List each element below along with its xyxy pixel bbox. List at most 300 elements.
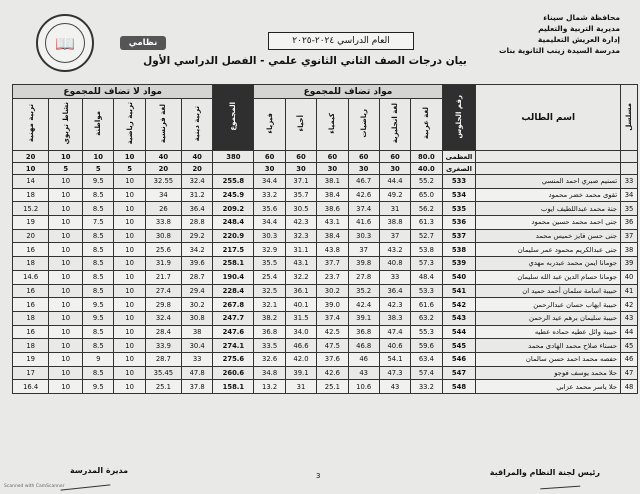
seat-number-cell: 547 xyxy=(442,366,476,380)
mark-cell: 42.4 xyxy=(348,298,379,312)
mark-cell: 10 xyxy=(49,243,83,257)
mark-cell: 43 xyxy=(379,380,410,394)
mark-cell: 10 xyxy=(49,216,83,230)
mark-cell: 49.2 xyxy=(379,188,410,202)
table-row xyxy=(13,298,638,312)
mark-cell: 267.8 xyxy=(213,298,254,312)
serial-cell: 37 xyxy=(621,229,638,243)
mark-cell: 10 xyxy=(49,298,83,312)
mark-cell: 8.5 xyxy=(83,257,114,271)
student-name-cell: حبيبة وائل عطيه حماده عطيه xyxy=(476,325,621,339)
seat-number-cell: 533 xyxy=(442,175,476,189)
mark-cell: 40.8 xyxy=(379,257,410,271)
subject-header: كيمياء xyxy=(317,99,348,151)
mark-cell: 245.9 xyxy=(213,188,254,202)
mark-cell: 10 xyxy=(114,257,145,271)
mark-cell: 8.5 xyxy=(83,188,114,202)
mark-cell: 260.6 xyxy=(213,366,254,380)
mark-cell: 33.2 xyxy=(254,188,285,202)
mark-cell: 209.2 xyxy=(213,202,254,216)
serial-cell: 33 xyxy=(621,175,638,189)
serial-cell: 34 xyxy=(621,188,638,202)
max-label: العظمى xyxy=(442,151,476,163)
student-name-cell: حبيبة سليمان برهم عيد الرحمن xyxy=(476,311,621,325)
max-mark-cell: 60 xyxy=(254,151,285,163)
mark-cell: 37 xyxy=(379,229,410,243)
mark-cell: 61.6 xyxy=(411,298,442,312)
mark-cell: 29.4 xyxy=(182,284,213,298)
serial-cell: 48 xyxy=(621,380,638,394)
table-row xyxy=(13,202,638,216)
book-icon: 📖 xyxy=(45,23,85,63)
seat-number-cell: 546 xyxy=(442,352,476,366)
mark-cell: 44.4 xyxy=(379,175,410,189)
student-name-cell: جومانا حسام الدين عبد الله سليمان xyxy=(476,270,621,284)
mark-cell: 10 xyxy=(114,380,145,394)
mark-cell: 31 xyxy=(379,202,410,216)
mark-cell: 19 xyxy=(13,216,49,230)
mark-cell: 10 xyxy=(49,270,83,284)
mark-cell: 53.3 xyxy=(411,284,442,298)
mark-cell: 65.0 xyxy=(411,188,442,202)
scanner-watermark: Scanned with CamScanner xyxy=(4,484,65,489)
mark-cell: 258.1 xyxy=(213,257,254,271)
mark-cell: 10 xyxy=(114,175,145,189)
mark-cell: 18 xyxy=(13,311,49,325)
mark-cell: 32.4 xyxy=(145,311,181,325)
mark-cell: 10 xyxy=(114,202,145,216)
mark-cell: 14.6 xyxy=(13,270,49,284)
header-institution xyxy=(460,12,620,56)
mark-cell: 28.4 xyxy=(145,325,181,339)
grades-table-wrapper xyxy=(12,84,638,394)
mark-cell: 10 xyxy=(114,339,145,353)
student-name-cell: جنى احمد محمد حسين محمود xyxy=(476,216,621,230)
serial-cell: 35 xyxy=(621,202,638,216)
serial-cell: 47 xyxy=(621,366,638,380)
mark-cell: 228.4 xyxy=(213,284,254,298)
student-name-cell: تسنيم صبري احمد المنسي xyxy=(476,175,621,189)
mark-cell: 33.5 xyxy=(254,339,285,353)
mark-cell: 10 xyxy=(114,284,145,298)
table-row xyxy=(13,216,638,230)
subject-header: مواطنة xyxy=(83,99,114,151)
serial-cell: 46 xyxy=(621,352,638,366)
mark-cell: 16 xyxy=(13,243,49,257)
mark-cell: 25.6 xyxy=(145,243,181,257)
subject-header: فيزياء xyxy=(254,99,285,151)
mark-cell: 56.2 xyxy=(411,202,442,216)
subject-header: لغة انجليزية xyxy=(379,99,410,151)
mark-cell: 10 xyxy=(49,257,83,271)
mark-cell: 10 xyxy=(49,229,83,243)
mark-cell: 10 xyxy=(114,366,145,380)
principal-signature-label: مديرة المدرسة xyxy=(70,466,129,475)
seat-number-cell: 542 xyxy=(442,298,476,312)
mark-cell: 35.45 xyxy=(145,366,181,380)
mark-cell: 42.5 xyxy=(317,325,348,339)
mark-cell: 8.5 xyxy=(83,270,114,284)
student-name-cell: تقوى محمد خضر محمود xyxy=(476,188,621,202)
mark-cell: 190.4 xyxy=(213,270,254,284)
mark-cell: 47.5 xyxy=(317,339,348,353)
mark-cell: 38.1 xyxy=(317,175,348,189)
mark-cell: 46.7 xyxy=(348,175,379,189)
table-row xyxy=(13,352,638,366)
subject-header: تربية دينية xyxy=(182,99,213,151)
student-name-cell: جومانا ايمن محمد عبدربه مهدي xyxy=(476,257,621,271)
mark-cell: 32.3 xyxy=(285,229,316,243)
table-row xyxy=(13,311,638,325)
max-mark-cell: 20 xyxy=(13,151,49,163)
mark-cell: 10 xyxy=(114,188,145,202)
max-mark-cell: 80.0 xyxy=(411,151,442,163)
subject-header: تربية رياضية xyxy=(114,99,145,151)
mark-cell: 30.5 xyxy=(285,202,316,216)
mark-cell: 47.4 xyxy=(379,325,410,339)
serial-cell: 41 xyxy=(621,284,638,298)
mark-cell: 35.5 xyxy=(254,257,285,271)
mark-cell: 23.7 xyxy=(317,270,348,284)
mark-cell: 9 xyxy=(83,352,114,366)
mark-cell: 32.4 xyxy=(182,175,213,189)
mark-cell: 274.1 xyxy=(213,339,254,353)
mark-cell: 16 xyxy=(13,325,49,339)
mark-cell: 10 xyxy=(49,202,83,216)
table-row xyxy=(13,229,638,243)
page-number: 3 xyxy=(316,472,321,480)
mark-cell: 32.6 xyxy=(254,352,285,366)
mark-cell: 8.5 xyxy=(83,284,114,298)
governorate: محافظة شمال سيناء xyxy=(543,13,620,22)
mark-cell: 30.8 xyxy=(145,229,181,243)
mark-cell: 9.5 xyxy=(83,298,114,312)
student-name-cell: حلا محمد يوسف فوجو xyxy=(476,366,621,380)
mark-cell: 34.0 xyxy=(285,325,316,339)
mark-cell: 35.7 xyxy=(285,188,316,202)
subject-header: لغة عربية xyxy=(411,99,442,151)
mark-cell: 38.4 xyxy=(317,229,348,243)
mark-cell: 38.3 xyxy=(379,311,410,325)
mark-cell: 220.9 xyxy=(213,229,254,243)
mark-cell: 42.0 xyxy=(285,352,316,366)
mark-cell: 10 xyxy=(49,325,83,339)
mark-cell: 59.6 xyxy=(411,339,442,353)
mark-cell: 8.5 xyxy=(83,339,114,353)
mark-cell: 30.4 xyxy=(182,339,213,353)
mark-cell: 33 xyxy=(182,352,213,366)
mark-cell: 55.3 xyxy=(411,325,442,339)
mark-cell: 31.2 xyxy=(182,188,213,202)
mark-cell: 10.6 xyxy=(348,380,379,394)
mark-cell: 33.9 xyxy=(145,339,181,353)
mark-cell: 38.2 xyxy=(254,311,285,325)
ministry-seal xyxy=(36,14,94,72)
mark-cell: 43.1 xyxy=(317,216,348,230)
mark-cell: 9.5 xyxy=(83,311,114,325)
mark-cell: 7.5 xyxy=(83,216,114,230)
min-mark-cell: 30 xyxy=(285,163,316,175)
max-mark-cell: 60 xyxy=(379,151,410,163)
mark-cell: 25.4 xyxy=(254,270,285,284)
mark-cell: 31.1 xyxy=(285,243,316,257)
mark-cell: 37.7 xyxy=(317,257,348,271)
serial-cell: 39 xyxy=(621,257,638,271)
mark-cell: 19 xyxy=(13,352,49,366)
mark-cell: 41.6 xyxy=(348,216,379,230)
mark-cell: 38.4 xyxy=(317,188,348,202)
serial-cell: 42 xyxy=(621,298,638,312)
added-group-header: مواد تضاف للمجموع xyxy=(254,85,442,99)
mark-cell: 34.4 xyxy=(254,175,285,189)
seat-number-cell: 539 xyxy=(442,257,476,271)
seat-number-cell: 548 xyxy=(442,380,476,394)
mark-cell: 54.1 xyxy=(379,352,410,366)
subject-header: أحياء xyxy=(285,99,316,151)
principal-signature xyxy=(60,475,111,490)
table-row xyxy=(13,243,638,257)
mark-cell: 18 xyxy=(13,188,49,202)
serial-cell: 36 xyxy=(621,216,638,230)
student-name-cell: حبيبة اسامة سلمان أحمد حميد ان xyxy=(476,284,621,298)
subject-header: لغة فرنسية xyxy=(145,99,181,151)
mark-cell: 18 xyxy=(13,257,49,271)
serial-header: مسلسل xyxy=(621,85,638,151)
mark-cell: 34.4 xyxy=(254,216,285,230)
mark-cell: 13.2 xyxy=(254,380,285,394)
mark-cell: 33.8 xyxy=(145,216,181,230)
min-mark-cell: 30 xyxy=(348,163,379,175)
committee-signature xyxy=(540,479,580,490)
mark-cell: 34 xyxy=(145,188,181,202)
student-name-cell: حلا ياسر محمد عزابي xyxy=(476,380,621,394)
mark-cell: 20 xyxy=(13,229,49,243)
seat-number-cell: 534 xyxy=(442,188,476,202)
serial-cell: 40 xyxy=(621,270,638,284)
mark-cell: 10 xyxy=(49,175,83,189)
mark-cell: 18 xyxy=(13,339,49,353)
mark-cell: 158.1 xyxy=(213,380,254,394)
mark-cell: 39.1 xyxy=(285,366,316,380)
mark-cell: 30.2 xyxy=(182,298,213,312)
total-header: المجموع xyxy=(213,85,254,151)
table-row xyxy=(13,175,638,189)
mark-cell: 32.9 xyxy=(254,243,285,257)
mark-cell: 247.7 xyxy=(213,311,254,325)
mark-cell: 36.8 xyxy=(254,325,285,339)
seat-number-cell: 543 xyxy=(442,311,476,325)
min-mark-cell: 30 xyxy=(379,163,410,175)
mark-cell: 42.3 xyxy=(285,216,316,230)
mark-cell: 25.1 xyxy=(145,380,181,394)
mark-cell: 39.0 xyxy=(317,298,348,312)
name-header: اسم الطالب xyxy=(476,85,621,151)
max-mark-cell: 10 xyxy=(114,151,145,163)
mark-cell: 26 xyxy=(145,202,181,216)
table-row xyxy=(13,325,638,339)
mark-cell: 38 xyxy=(182,325,213,339)
mark-cell: 16.4 xyxy=(13,380,49,394)
mark-cell: 10 xyxy=(49,188,83,202)
mark-cell: 10 xyxy=(49,352,83,366)
mark-cell: 10 xyxy=(49,311,83,325)
mark-cell: 37 xyxy=(348,243,379,257)
mark-cell: 16 xyxy=(13,298,49,312)
mark-cell: 43.2 xyxy=(379,243,410,257)
table-row xyxy=(13,257,638,271)
max-mark-cell: 10 xyxy=(83,151,114,163)
min-mark-cell xyxy=(213,163,254,175)
mark-cell: 43.1 xyxy=(285,257,316,271)
seat-number-cell: 544 xyxy=(442,325,476,339)
min-marks-row xyxy=(13,163,638,175)
serial-cell: 45 xyxy=(621,339,638,353)
student-name-cell: جنة محمد عبداللطيف ايوب xyxy=(476,202,621,216)
mark-cell: 38.8 xyxy=(379,216,410,230)
mark-cell: 36.4 xyxy=(182,202,213,216)
mark-cell: 57.4 xyxy=(411,366,442,380)
mark-cell: 31 xyxy=(285,380,316,394)
mark-cell: 38.6 xyxy=(317,202,348,216)
mark-cell: 42.6 xyxy=(348,188,379,202)
mark-cell: 9.5 xyxy=(83,175,114,189)
mark-cell: 53.8 xyxy=(411,243,442,257)
min-mark-cell: 5 xyxy=(83,163,114,175)
mark-cell: 46.8 xyxy=(348,339,379,353)
student-name-cell: جنى عبدالكريم محمود عمر سليمان xyxy=(476,243,621,257)
mark-cell: 39.8 xyxy=(348,257,379,271)
mark-cell: 247.6 xyxy=(213,325,254,339)
mark-cell: 36.8 xyxy=(348,325,379,339)
mark-cell: 30.3 xyxy=(254,229,285,243)
mark-cell: 36.1 xyxy=(285,284,316,298)
seat-number-cell: 537 xyxy=(442,229,476,243)
not-added-group-header: مواد لا تضاف للمجموع xyxy=(13,85,213,99)
mark-cell: 42.3 xyxy=(379,298,410,312)
mark-cell: 25.1 xyxy=(317,380,348,394)
mark-cell: 35.6 xyxy=(254,202,285,216)
seat-number-cell: 538 xyxy=(442,243,476,257)
administration: إدارة العريش التعليمية xyxy=(537,35,620,44)
max-mark-cell: 40 xyxy=(145,151,181,163)
mark-cell: 16 xyxy=(13,284,49,298)
mark-cell: 63.2 xyxy=(411,311,442,325)
min-mark-cell: 10 xyxy=(13,163,49,175)
seat-number-cell: 545 xyxy=(442,339,476,353)
mark-cell: 8.5 xyxy=(83,229,114,243)
mark-cell: 10 xyxy=(114,352,145,366)
table-row xyxy=(13,380,638,394)
school-name: مدرسة السيدة زينب الثانوية بنات xyxy=(498,46,620,55)
mark-cell: 217.5 xyxy=(213,243,254,257)
mark-cell: 47.8 xyxy=(182,366,213,380)
mark-cell: 46.6 xyxy=(285,339,316,353)
subject-header: نشاط تربوي xyxy=(49,99,83,151)
serial-cell: 43 xyxy=(621,311,638,325)
max-mark-cell: 10 xyxy=(49,151,83,163)
mark-cell: 8.5 xyxy=(83,202,114,216)
min-mark-cell: 5 xyxy=(114,163,145,175)
mark-cell: 10 xyxy=(114,243,145,257)
mark-cell: 10 xyxy=(114,325,145,339)
mark-cell: 37.6 xyxy=(317,352,348,366)
mark-cell: 37.8 xyxy=(182,380,213,394)
max-marks-row xyxy=(13,151,638,163)
mark-cell: 61.3 xyxy=(411,216,442,230)
mark-cell: 35.2 xyxy=(348,284,379,298)
mark-cell: 37.1 xyxy=(285,175,316,189)
table-row xyxy=(13,366,638,380)
subject-header: تربية مهنية xyxy=(13,99,49,151)
mark-cell: 10 xyxy=(114,216,145,230)
mark-cell: 10 xyxy=(49,380,83,394)
student-name-cell: حبيبة ايهاب حسان عبدالرحمن xyxy=(476,298,621,312)
table-row xyxy=(13,270,638,284)
mark-cell: 34.8 xyxy=(254,366,285,380)
committee-signature-label: رئيس لجنة النظام والمراقبة xyxy=(489,468,600,477)
mark-cell: 57.3 xyxy=(411,257,442,271)
mark-cell: 52.7 xyxy=(411,229,442,243)
mark-cell: 37.4 xyxy=(348,202,379,216)
grades-table xyxy=(12,84,638,394)
mark-cell: 30.3 xyxy=(348,229,379,243)
mark-cell: 40.6 xyxy=(379,339,410,353)
page-title: بيان درجات الصف الثاني الثانوي علمي - الفصل الدراسي الأول xyxy=(143,55,467,67)
student-name-cell: جنى حسن فايز خميس محمد xyxy=(476,229,621,243)
seat-header: رقم الجلوس xyxy=(442,85,476,151)
min-mark-cell: 30 xyxy=(317,163,348,175)
mark-cell: 30.8 xyxy=(182,311,213,325)
mark-cell: 10 xyxy=(114,311,145,325)
mark-cell: 30.2 xyxy=(317,284,348,298)
mark-cell: 29.8 xyxy=(145,298,181,312)
mark-cell: 8.5 xyxy=(83,325,114,339)
mark-cell: 39.1 xyxy=(348,311,379,325)
max-mark-cell: 40 xyxy=(182,151,213,163)
mark-cell: 43.8 xyxy=(317,243,348,257)
mark-cell: 275.6 xyxy=(213,352,254,366)
min-label: الصغرى xyxy=(442,163,476,175)
table-row xyxy=(13,284,638,298)
min-mark-cell: 30 xyxy=(254,163,285,175)
mark-cell: 32.1 xyxy=(254,298,285,312)
mark-cell: 15.2 xyxy=(13,202,49,216)
mark-cell: 10 xyxy=(114,270,145,284)
max-mark-cell: 60 xyxy=(285,151,316,163)
max-mark-cell: 60 xyxy=(317,151,348,163)
mark-cell: 29.2 xyxy=(182,229,213,243)
subject-header: رياضيات xyxy=(348,99,379,151)
mark-cell: 28.7 xyxy=(182,270,213,284)
seat-number-cell: 535 xyxy=(442,202,476,216)
serial-cell: 44 xyxy=(621,325,638,339)
mark-cell: 33 xyxy=(379,270,410,284)
mark-cell: 43 xyxy=(348,366,379,380)
mark-cell: 248.4 xyxy=(213,216,254,230)
mark-cell: 10 xyxy=(49,284,83,298)
mark-cell: 39.6 xyxy=(182,257,213,271)
mark-cell: 47.3 xyxy=(379,366,410,380)
mark-cell: 63.4 xyxy=(411,352,442,366)
mark-cell: 9.5 xyxy=(83,380,114,394)
max-mark-cell: 60 xyxy=(348,151,379,163)
table-row xyxy=(13,339,638,353)
min-mark-cell: 20 xyxy=(182,163,213,175)
mark-cell: 28.8 xyxy=(182,216,213,230)
mark-cell: 31.5 xyxy=(285,311,316,325)
mark-cell: 33.2 xyxy=(411,380,442,394)
min-mark-cell: 40.0 xyxy=(411,163,442,175)
